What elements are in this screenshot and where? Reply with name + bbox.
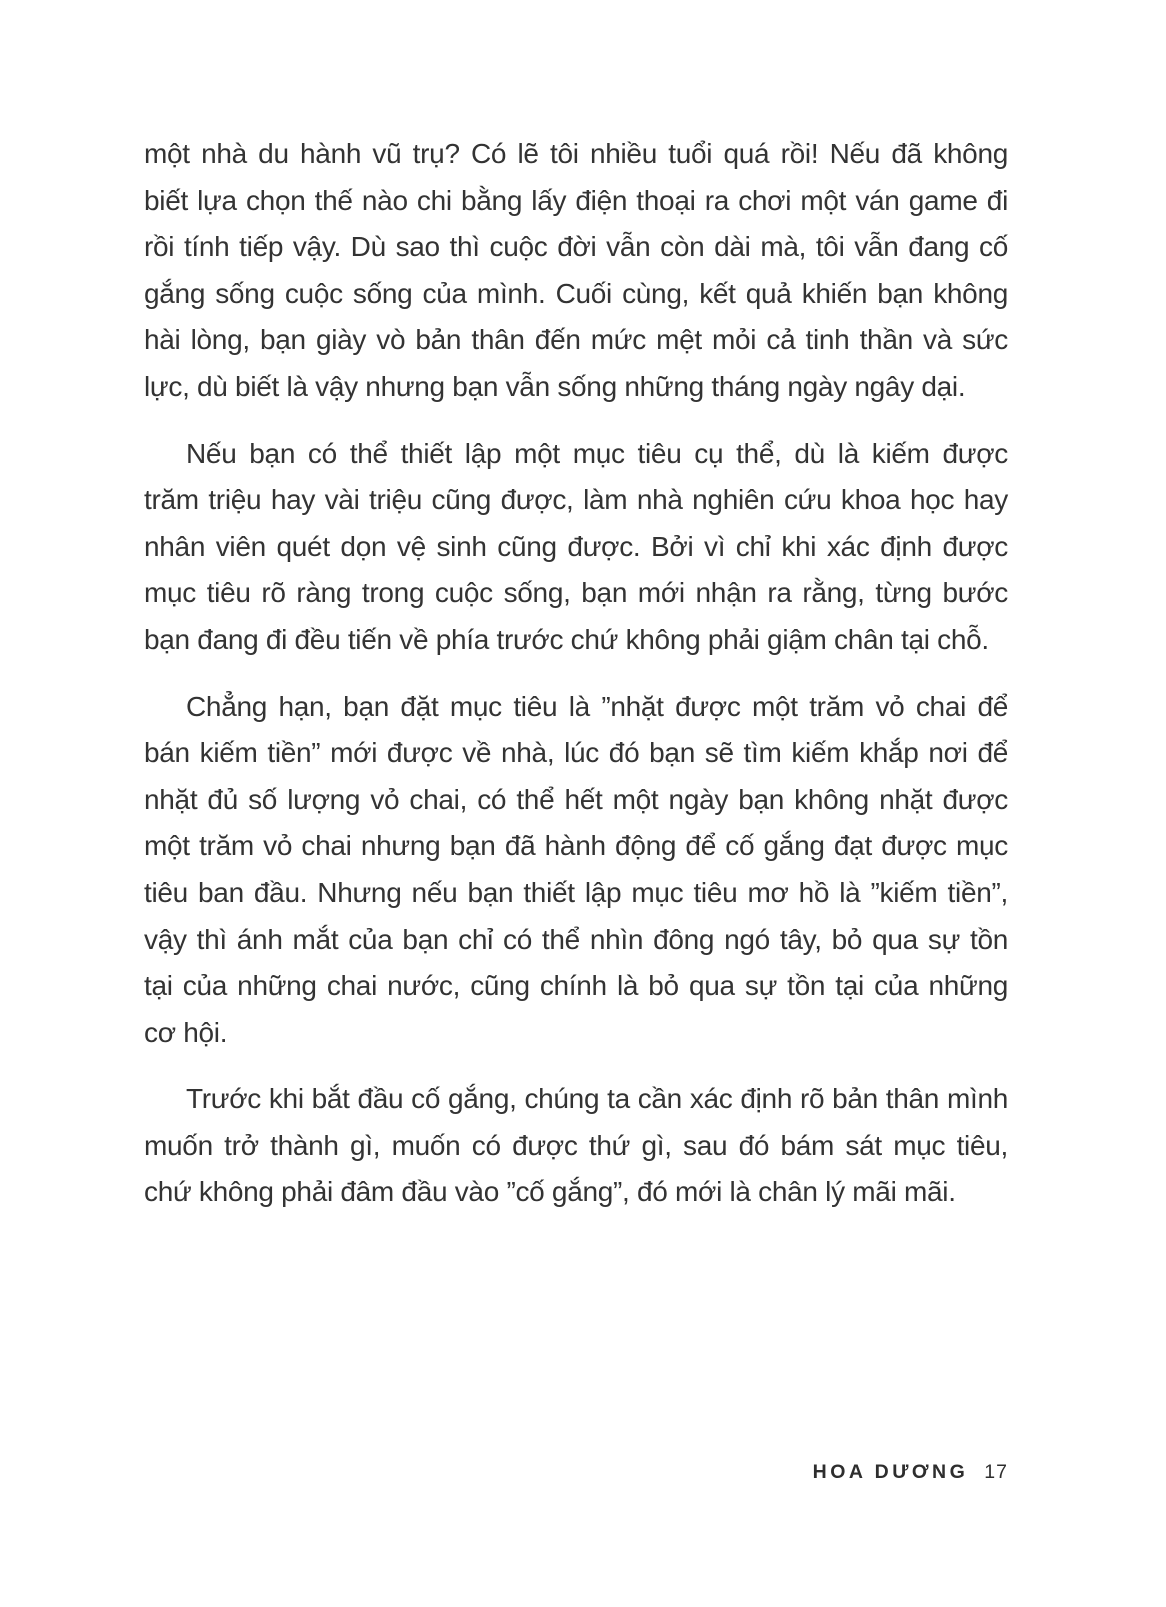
- text-line: Trước khi bắt đầu cố gắng, chúng ta cần xác định rõ bản thân mình: [186, 1083, 1008, 1115]
- text-line: một nhà du hành vũ trụ? Có lẽ tôi nhiều tuổi quá rồi! Nếu đã không: [144, 138, 1008, 169]
- text-line: một trăm vỏ chai nhưng bạn đã hành động để cố gắng đạt được mục: [144, 830, 1008, 862]
- paragraph: [144, 1076, 1008, 1216]
- text-line: cơ hội.: [144, 1016, 228, 1048]
- paragraph: [144, 431, 1008, 664]
- text-line: lực, dù biết là vậy nhưng bạn vẫn sống những tháng ngày ngây dại.: [144, 370, 966, 402]
- paragraph: [144, 131, 1008, 411]
- text-line: rồi tính tiếp vậy. Dù sao thì cuộc đời vẫn còn dài mà, tôi vẫn đang cố: [144, 231, 1008, 263]
- page-number: 17: [984, 1461, 1008, 1483]
- text-line: nhân viên quét dọn vệ sinh cũng được. Bởi vì chỉ khi xác định được: [144, 530, 1008, 562]
- text-line: tại của những chai nước, cũng chính là bỏ qua sự tồn tại của những: [144, 970, 1008, 1002]
- page-footer: [813, 1461, 1008, 1484]
- text-line: hài lòng, bạn giày vò bản thân đến mức mệt mỏi cả tinh thần và sức: [144, 324, 1008, 356]
- text-line: vậy thì ánh mắt của bạn chỉ có thể nhìn đông ngó tây, bỏ qua sự tồn: [144, 923, 1008, 955]
- running-title: HOA DƯƠNG: [812, 1461, 969, 1483]
- text-line: biết lựa chọn thế nào chi bằng lấy điện thoại ra chơi một ván game đi: [144, 184, 1008, 216]
- text-line: bạn đang đi đều tiến về phía trước chứ không phải giậm chân tại chỗ.: [144, 623, 989, 655]
- text-line: Chẳng hạn, bạn đặt mục tiêu là ”nhặt được một trăm vỏ chai để: [186, 690, 1008, 722]
- text-line: chứ không phải đâm đầu vào ”cố gắng”, đó mới là chân lý mãi mãi.: [144, 1176, 956, 1208]
- page-text: [144, 131, 1008, 1216]
- text-line: gắng sống cuộc sống của mình. Cuối cùng, kết quả khiến bạn không: [144, 277, 1008, 309]
- text-line: trăm triệu hay vài triệu cũng được, làm nhà nghiên cứu khoa học hay: [144, 484, 1008, 516]
- text-line: bán kiếm tiền” mới được về nhà, lúc đó bạn sẽ tìm kiếm khắp nơi để: [144, 737, 1008, 769]
- text-line: muốn trở thành gì, muốn có được thứ gì, sau đó bám sát mục tiêu,: [144, 1129, 1008, 1161]
- text-line: Nếu bạn có thể thiết lập một mục tiêu cụ thể, dù là kiếm được: [186, 437, 1008, 469]
- text-line: tiêu ban đầu. Nhưng nếu bạn thiết lập mục tiêu mơ hồ là ”kiếm tiền”,: [144, 876, 1008, 908]
- paragraph: [144, 684, 1008, 1057]
- text-line: mục tiêu rõ ràng trong cuộc sống, bạn mới nhận ra rằng, từng bước: [144, 577, 1008, 609]
- text-line: nhặt đủ số lượng vỏ chai, có thể hết một ngày bạn không nhặt được: [144, 783, 1008, 815]
